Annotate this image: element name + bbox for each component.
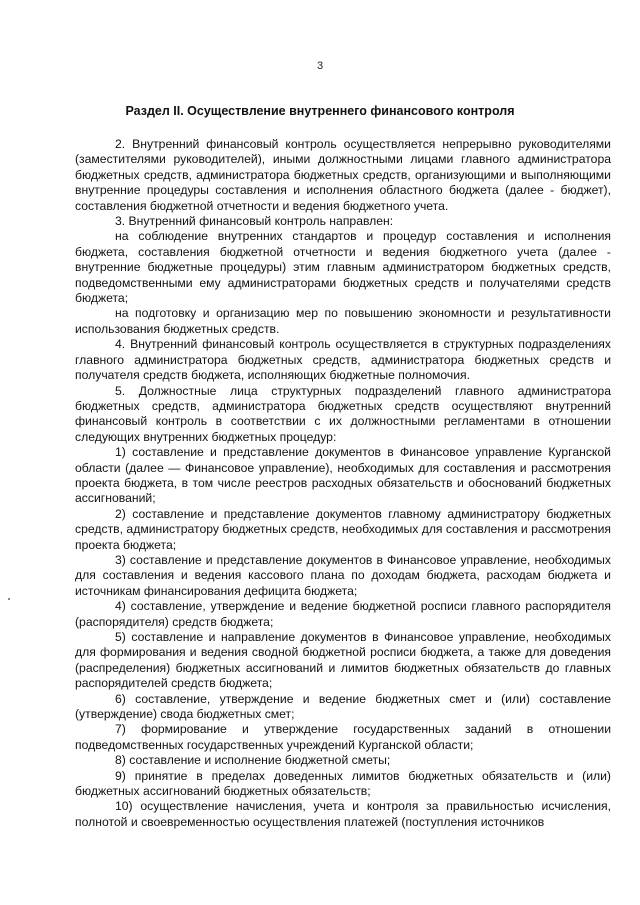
scan-speck <box>8 598 10 600</box>
procedure-item-10: 10) осуществление начисления, учета и контроля за правильностью исчисления, полнотой и своевременностью осуществления платежей (поступления источников <box>75 799 611 829</box>
procedure-item-4: 4) составление, утверждение и ведение бюджетной росписи главного распорядителя (распорядителя) средств бюджета; <box>75 599 611 629</box>
paragraph-item-4: 4. Внутренний финансовый контроль осуществляется в структурных подразделениях главного администратора бюджетных средств, администратора бюджетных средств и получателя средств бюджета, исполняющих бюджетные полномочия. <box>75 337 611 383</box>
procedure-item-6: 6) составление, утверждение и ведение бюджетных смет и (или) составление (утверждение) свода бюджетных смет; <box>75 691 611 722</box>
procedure-item-3: 3) составление и представление документов в Финансовое управление, необходимых для составления и ведения кассового плана по доходам бюджета, расходам бюджета и источникам финансирования дефицита бюджета; <box>75 552 611 598</box>
procedure-item-8: 8) составление и исполнение бюджетной сметы; <box>115 753 391 768</box>
procedure-item-1: 1) составление и представление документов в Финансовое управление Курганской области (далее — Финансовое управление), необходимых для составления и рассмотрения проекта бюджета, в том числе реестров расходных обязательств и обоснований бюджетных ассигнований; <box>75 445 611 506</box>
procedure-item-2: 2) составление и представление документов главному администратору бюджетных средств, администратору бюджетных средств, необходимых для составления и рассмотрения проекта бюджета; <box>75 506 611 552</box>
paragraph-item-3-point-2: на подготовку и организацию мер по повышению экономности и результативности использования бюджетных средств. <box>75 306 611 336</box>
procedure-item-7: 7) формирование и утверждение государственных заданий в отношении подведомственных государственных учреждений Курганской области; <box>75 722 611 752</box>
procedure-item-5: 5) составление и направление документов в Финансовое управление, необходимых для формирования и ведения сводной бюджетной росписи бюджета, а также для доведения (распределения) бюджетных ассигнований и лимитов бюджетных обязательств до главных распорядителей средств бюджета; <box>75 630 611 691</box>
paragraph-item-3-point-1: на соблюдение внутренних стандартов и процедур составления и исполнения бюджета, составления бюджетной отчетности и ведения бюджетного учета (далее - внутренние бюджетные процедуры) этим главным администратором бюджетных средств, подведомственными ему администраторами бюджетных средств и получателями средств бюджета; <box>75 229 611 306</box>
procedure-item-9: 9) принятие в пределах доведенных лимитов бюджетных обязательств и (или) бюджетных ассигнований бюджетных обязательств; <box>75 768 611 799</box>
paragraph-item-5: 5. Должностные лица структурных подразделений главного администратора бюджетных средств, администратора бюджетных средств осуществляют внутренний финансовый контроль в соответствии с их должностными регламентами в отношении следующих внутренних бюджетных процедур: <box>75 383 611 444</box>
document-body <box>75 137 611 830</box>
section-heading: Раздел II. Осуществление внутреннего финансового контроля <box>125 104 515 118</box>
paragraph-item-3: 3. Внутренний финансовый контроль направлен: <box>115 214 394 229</box>
paragraph-item-2: 2. Внутренний финансовый контроль осуществляется непрерывно руководителями (заместителями руководителей), иными должностными лицами главного администратора бюджетных средств, администратора бюджетных средств, организующими и выполняющими внутренние процедуры составления и исполнения областного бюджета (далее - бюджет), составления бюджетной отчетности и ведения бюджетного учета. <box>75 137 611 213</box>
page-number: 3 <box>316 60 324 72</box>
